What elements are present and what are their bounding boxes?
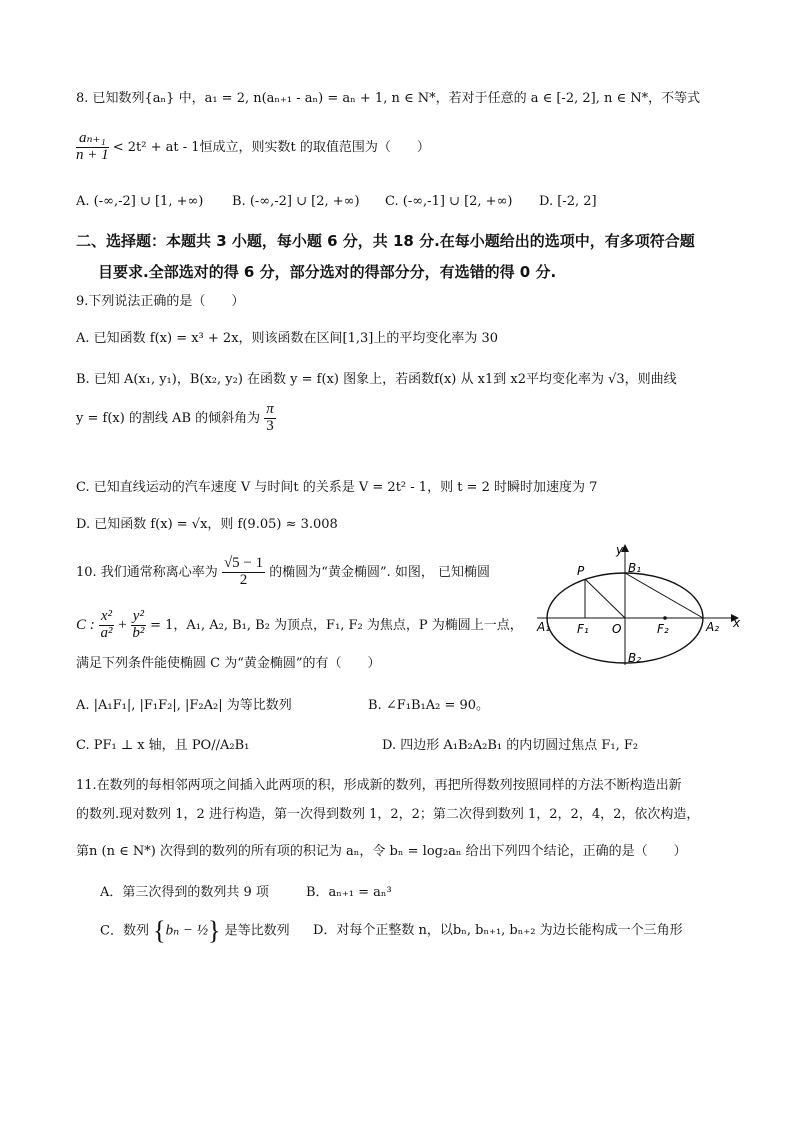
q8-option-b: B. (-∞,-2] ∪ [2, +∞) bbox=[232, 194, 360, 209]
q8-option-a: A. (-∞,-2] ∪ [1, +∞) bbox=[76, 194, 204, 209]
q9-option-a: A. 已知函数 f(x) = x³ + 2x，则该函数在区间[1,3]上的平均变化率为 30 bbox=[76, 331, 499, 346]
label-a1: A₁ bbox=[537, 620, 551, 634]
label-b2: B₂ bbox=[628, 651, 642, 665]
q11-option-a: A．第三次得到的数列共 9 项 bbox=[100, 885, 269, 900]
label-f2: F₂ bbox=[657, 622, 669, 636]
q10-eccentricity-denominator: 2 bbox=[239, 571, 248, 588]
q11-stem-line2: 的数列.现对数列 1，2 进行构造，第一次得到数列 1，2，2；第二次得到数列 1，2，2，4，2，依次构造， bbox=[76, 807, 700, 822]
q9-option-b-line2 bbox=[76, 402, 276, 435]
focus-f2-dot bbox=[663, 616, 667, 620]
label-x: x bbox=[733, 616, 741, 630]
label-p: P bbox=[577, 564, 585, 578]
q10-x-fraction bbox=[99, 609, 114, 642]
q9-angle-numerator: π bbox=[266, 401, 274, 417]
label-o: O bbox=[612, 622, 622, 636]
q8-inequality bbox=[76, 131, 430, 164]
right-brace: } bbox=[208, 916, 221, 945]
q10-stem-line2-tail: = 1，A₁, A₂, B₁, B₂ 为顶点，F₁, F₂ 为焦点，P 为椭圆上一点， bbox=[150, 617, 523, 633]
golden-ellipse-figure bbox=[535, 541, 745, 671]
q9-angle-fraction bbox=[264, 402, 276, 435]
q11-option-b: B．aₙ₊₁ = aₙ³ bbox=[306, 885, 392, 900]
q9-angle-denominator: 3 bbox=[266, 417, 274, 434]
q10-eccentricity-numerator: √5 − 1 bbox=[223, 555, 264, 571]
q11-option-c-inner: bₙ − ½ bbox=[165, 922, 209, 939]
q9-option-b-line2-text: y = f(x) 的割线 AB 的倾斜角为 bbox=[76, 410, 261, 426]
q10-eccentricity-fraction bbox=[222, 556, 265, 589]
q9-stem: 9.下列说法正确的是（ ） bbox=[76, 294, 245, 309]
q10-ellipse-label: C : bbox=[76, 616, 95, 633]
q10-plus-sign: + bbox=[118, 616, 127, 633]
q10-stem-line1 bbox=[76, 556, 490, 589]
q10-stem-line1-tail: 的椭圆为“黄金椭圆”. 如图， 已知椭圆 bbox=[269, 564, 490, 580]
q8-fraction-denominator: n + 1 bbox=[76, 146, 109, 163]
segment-b1a2 bbox=[625, 573, 703, 618]
label-y: y bbox=[616, 543, 624, 557]
q11-stem-line3: 第n (n ∈ N*) 次得到的数列的所有项的积记为 aₙ，令 bₙ = log₂aₙ 给出下列四个结论，正确的是（ ） bbox=[76, 844, 687, 859]
q10-option-d: D. 四边形 A₁B₂A₂B₁ 的内切圆过焦点 F₁, F₂ bbox=[382, 738, 639, 753]
q11-option-c-tail: 是等比数列 bbox=[224, 923, 290, 939]
q10-stem-line3: 满足下列条件能使椭圆 C 为“黄金椭圆”的有（ ） bbox=[76, 656, 381, 671]
section-header-line1: 二、选择题：本题共 3 小题，每小题 6 分，共 18 分.在每小题给出的选项中，有多项符合题 bbox=[76, 232, 695, 250]
q8-fraction bbox=[76, 131, 109, 164]
label-a2: A₂ bbox=[706, 620, 720, 634]
q11-option-d: D．对每个正整数 n，以bₙ, bₙ₊₁, bₙ₊₂ 为边长能构成一个三角形 bbox=[313, 923, 683, 938]
q10-x-numerator: x² bbox=[100, 608, 113, 624]
q11-option-c-head: C．数列 bbox=[100, 923, 149, 939]
q8-inequality-tail: < 2t² + at - 1恒成立，则实数t 的取值范围为（ ） bbox=[112, 139, 430, 155]
left-brace: { bbox=[153, 916, 166, 945]
q10-y-fraction bbox=[131, 609, 146, 642]
q9-option-c: C. 已知直线运动的汽车速度 V 与时间t 的关系是 V = 2t² - 1，则 t = 2 时瞬时加速度为 7 bbox=[76, 480, 598, 495]
q8-option-c: C. (-∞,-1] ∪ [2, +∞) bbox=[385, 194, 513, 209]
q10-stem-line1-head: 10. 我们通常称离心率为 bbox=[76, 564, 218, 580]
q8-stem: 8. 已知数列{aₙ} 中，a₁ = 2, n(aₙ₊₁ - aₙ) = aₙ + 1, n ∈ N*，若对于任意的 a ∈ [-2, 2], n ∈ N*，不等式 bbox=[76, 91, 701, 106]
q9-option-b-line1: B. 已知 A(x₁, y₁)，B(x₂, y₂) 在函数 y = f(x) 图象上，若函数f(x) 从 x1到 x2平均变化率为 √3，则曲线 bbox=[76, 372, 677, 387]
q10-x-denominator: a² bbox=[100, 624, 113, 641]
q10-option-a: A. |A₁F₁|, |F₁F₂|, |F₂A₂| 为等比数列 bbox=[76, 698, 292, 713]
label-b1: B₁ bbox=[628, 561, 642, 575]
q10-y-numerator: y² bbox=[132, 608, 144, 624]
q8-option-d: D. [-2, 2] bbox=[539, 194, 597, 209]
label-f1: F₁ bbox=[577, 622, 589, 636]
q11-stem-line1: 11.在数列的每相邻两项之间插入此两项的积，形成新的数列，再把所得数列按照同样的方法不断构造出新 bbox=[76, 778, 682, 793]
q9-option-d: D. 已知函数 f(x) = √x，则 f(9.05) ≈ 3.008 bbox=[76, 517, 338, 532]
segment-po bbox=[585, 579, 625, 618]
q10-stem-line2 bbox=[76, 609, 523, 642]
section-header-line2: 目要求.全部选对的得 6 分，部分选对的得部分分，有选错的得 0 分. bbox=[98, 263, 557, 281]
q10-option-b: B. ∠F₁B₁A₂ = 90。 bbox=[368, 698, 490, 713]
q8-fraction-numerator: aₙ₊₁ bbox=[76, 131, 109, 148]
q11-option-c bbox=[100, 918, 290, 944]
q10-option-c: C. PF₁ ⊥ x 轴，且 PO//A₂B₁ bbox=[76, 738, 250, 753]
q10-y-denominator: b² bbox=[132, 624, 145, 641]
